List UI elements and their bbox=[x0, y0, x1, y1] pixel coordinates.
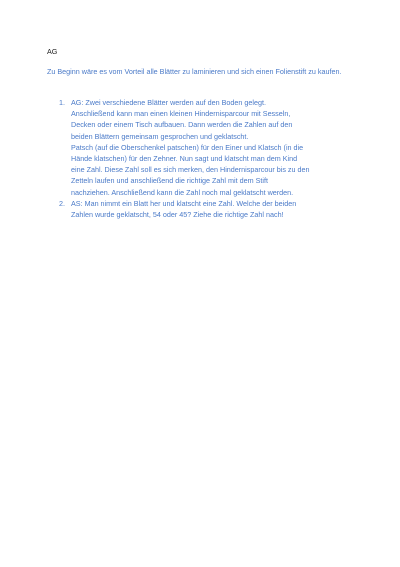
intro-paragraph: Zu Beginn wäre es vom Vorteil alle Blätter zu laminieren und sich einen Folienstift zu kaufen. bbox=[47, 67, 342, 76]
list-item bbox=[47, 198, 372, 220]
list-item-line: beiden Blättern gemeinsam gesprochen und geklatscht. bbox=[71, 131, 249, 141]
steps-list bbox=[47, 97, 372, 220]
list-item-line: nachziehen. Anschließend kann die Zahl noch mal geklatscht werden. bbox=[71, 187, 294, 197]
list-item-number: 1. bbox=[59, 98, 65, 107]
list-item-line: Decken oder einem Tisch aufbauen. Dann werden die Zahlen auf den bbox=[71, 120, 293, 130]
list-item-line: AG: Zwei verschiedene Blätter werden auf den Boden gelegt. bbox=[71, 98, 266, 107]
list-item-line: Anschließend kann man einen kleinen Hindernisparcour mit Sesseln, bbox=[71, 109, 291, 119]
list-item-number: 2. bbox=[59, 198, 65, 208]
list-item-line: Zahlen wurde geklatscht, 54 oder 45? Ziehe die richtige Zahl nach! bbox=[71, 210, 284, 220]
list-item bbox=[47, 97, 372, 198]
list-item-line: eine Zahl. Diese Zahl soll es sich merken, den Hindernisparcour bis zu den bbox=[71, 165, 310, 175]
list-item-line: AS: Man nimmt ein Blatt her und klatscht eine Zahl. Welche der beiden bbox=[71, 198, 297, 208]
list-item-line: Zetteln laufen und anschließend die richtige Zahl mit dem Stift bbox=[71, 176, 268, 186]
list-item-line: Hände klatschen) für den Zehner. Nun sagt und klatscht man dem Kind bbox=[71, 154, 298, 164]
list-item-line: Patsch (auf die Oberschenkel patschen) für den Einer und Klatsch (in die bbox=[71, 142, 304, 152]
page-heading: AG bbox=[47, 47, 58, 56]
